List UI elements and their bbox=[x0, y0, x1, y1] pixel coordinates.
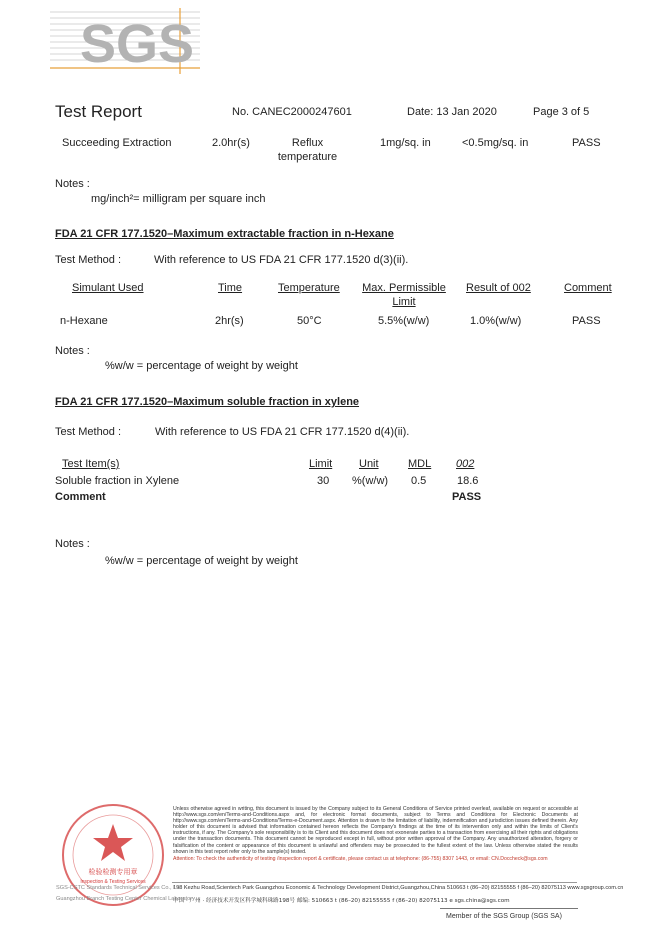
section2-title: FDA 21 CFR 177.1520–Maximum soluble fraction in xylene bbox=[55, 396, 360, 408]
col-temperature: Temperature bbox=[278, 282, 340, 294]
top-row-item: Succeeding Extraction bbox=[62, 137, 172, 149]
col-limit: Limit bbox=[309, 458, 333, 470]
footer-address-en: 198 Kezhu Road,Scientech Park Guangzhou Economic & Technology Development District,Guangzhou,China 510663 t (86–20) 82155555 f (86–20) 82075113 www.sgsgroup.com.cn bbox=[173, 885, 624, 891]
sgs-logo bbox=[50, 8, 200, 74]
row-mdl: 0.5 bbox=[411, 475, 427, 487]
footer-company-line2: Guangzhou Branch Testing Center Chemical Laboratory bbox=[56, 896, 195, 902]
col-simulant: Simulant Used bbox=[72, 282, 144, 294]
col-comment: Comment bbox=[564, 282, 612, 294]
section2-notes-text: %w/w = percentage of weight by weight bbox=[105, 555, 298, 567]
footer-attention: Attention: To check the authenticity of testing /inspection report & certificate, please contact us at telephone: (86-755) 8307 1443, or email: CN.Doccheck@sgs.com bbox=[173, 855, 548, 862]
col-sample-002: 002 bbox=[456, 458, 475, 470]
footer-address-cn: 中国 · 广州 · 经济技术开发区科学城科珠路198号 邮编: 510663 t (86–20) 82155555 f (86–20) 82075113 e sgs.china@sgs.com bbox=[173, 898, 510, 904]
report-date: Date: 13 Jan 2020 bbox=[407, 106, 497, 118]
section1-method-text: With reference to US FDA 21 CFR 177.1520 d(3)(ii). bbox=[154, 254, 409, 266]
member-divider bbox=[440, 908, 578, 909]
report-number: No. CANEC2000247601 bbox=[232, 106, 352, 118]
col-time: Time bbox=[218, 282, 243, 294]
row-result: 1.0%(w/w) bbox=[470, 315, 522, 327]
company-stamp bbox=[58, 800, 168, 910]
row-limit: 30 bbox=[317, 475, 330, 487]
comment-value: PASS bbox=[452, 491, 482, 503]
row-mpl: 5.5%(w/w) bbox=[378, 315, 430, 327]
section2-method-text: With reference to US FDA 21 CFR 177.1520 d(4)(ii). bbox=[155, 426, 410, 438]
row-comment: PASS bbox=[572, 315, 601, 327]
stamp-label-cn: 检验检测专用章 bbox=[88, 868, 138, 876]
section1-method-label: Test Method : bbox=[55, 254, 122, 266]
notes-text: mg/inch²= milligram per square inch bbox=[91, 193, 266, 205]
col-unit: Unit bbox=[359, 458, 379, 470]
section1-notes-text: %w/w = percentage of weight by weight bbox=[105, 360, 298, 372]
col-mdl: MDL bbox=[408, 458, 432, 470]
col-result: Result of 002 bbox=[466, 282, 531, 294]
row-time: 2hr(s) bbox=[215, 315, 244, 327]
section1-notes-label: Notes : bbox=[55, 345, 90, 357]
col-test-item: Test Item(s) bbox=[62, 458, 120, 470]
report-title: Test Report bbox=[55, 102, 142, 121]
top-row-limit: 1mg/sq. in bbox=[380, 137, 431, 149]
section2-method-label: Test Method : bbox=[55, 426, 122, 438]
row-simulant: n-Hexane bbox=[60, 315, 108, 327]
top-row-temp: Reflux temperature bbox=[277, 137, 338, 163]
row-test-item: Soluble fraction in Xylene bbox=[55, 475, 180, 487]
notes-label: Notes : bbox=[55, 178, 90, 190]
sgs-logo-text: SGS bbox=[80, 14, 195, 74]
row-sample-002: 18.6 bbox=[457, 475, 479, 487]
row-temperature: 50°C bbox=[297, 315, 322, 327]
footer-member: Member of the SGS Group (SGS SA) bbox=[446, 913, 562, 920]
page-number: Page 3 of 5 bbox=[533, 106, 590, 118]
stamp-label-en: Inspection & Testing Services bbox=[80, 879, 146, 885]
comment-label: Comment bbox=[55, 491, 106, 503]
footer-divider bbox=[172, 882, 577, 883]
top-row-time: 2.0hr(s) bbox=[212, 137, 250, 149]
footer-company-line1: SGS-CSTC Standards Technical Services Co., Ltd. bbox=[56, 885, 183, 891]
section1-title: FDA 21 CFR 177.1520–Maximum extractable fraction in n-Hexane bbox=[55, 228, 394, 240]
top-row-result: <0.5mg/sq. in bbox=[462, 137, 529, 149]
top-row-comment: PASS bbox=[572, 137, 601, 149]
col-max-permissible-limit: Max. Permissible Limit bbox=[362, 282, 446, 308]
footer-disclaimer: Unless otherwise agreed in writing, this document is issued by the Company subject to its General Conditions of Service printed overleaf, available on request or accessible at http://www.sgs.com/en/Terms-and-Conditions.aspx and, for electronic format documents, subject to Terms and Conditions for Electronic Documents at http://www.sgs.com/en/Terms-and-Conditions/Terms-e-Document.aspx. Attention is drawn to the limitation of liability, indemnification and jurisdiction issues defined therein. Any holder of this document is advised that information contained hereon reflects the Company's findings at the time of its intervention only and within the limits of Client's instructions, if any. The Company's sole responsibility is to its Client and this document does not exonerate parties to a transaction from exercising all their rights and obligations under the transaction documents. This document cannot be reproduced except in full, without prior written approval of the Company. Any unauthorized alteration, forgery or falsification of the content or appearance of this document is unlawful and offenders may be prosecuted to the fullest extent of the law. Unless otherwise stated the results shown in this test report refer only to the sample(s) tested. Attention: To check the authenticity of testing /inspection report & certificate, please contact us at telephone: (86-755) 8307 1443, or email: CN.Doccheck@sgs.com bbox=[173, 806, 578, 862]
row-unit: %(w/w) bbox=[352, 475, 389, 487]
section2-notes-label: Notes : bbox=[55, 538, 90, 550]
